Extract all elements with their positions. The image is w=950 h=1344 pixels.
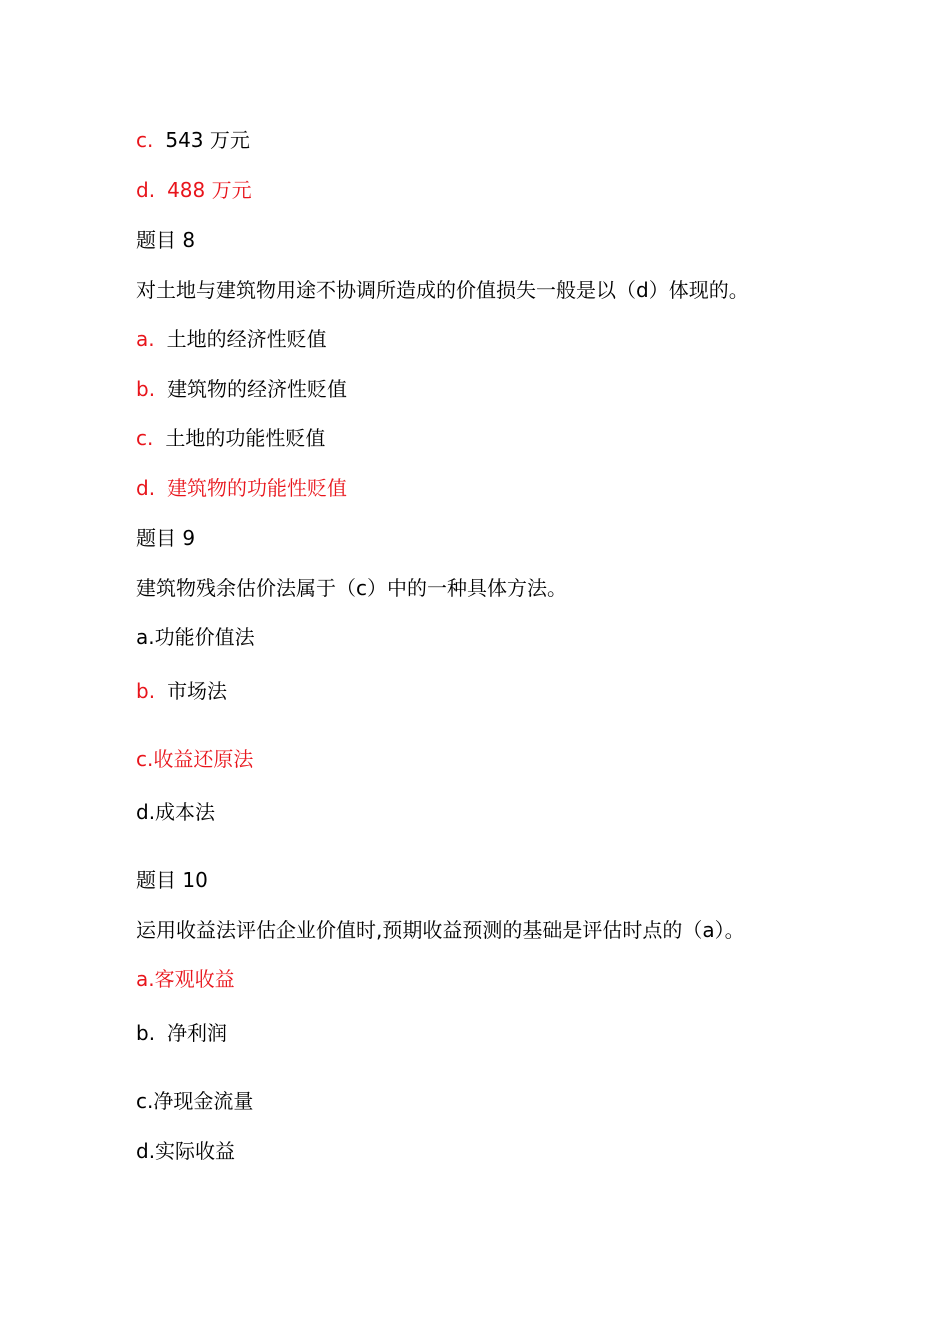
q10-option-a-answer: a.客观收益 xyxy=(136,967,235,991)
q9-heading: 题目 9 xyxy=(136,526,196,550)
option-label: c. xyxy=(136,128,154,152)
q9-option-a: a.功能价值法 xyxy=(136,625,255,649)
q7-option-c xyxy=(136,127,250,153)
q9-option-d: d.成本法 xyxy=(136,800,216,824)
option-label: b. xyxy=(136,679,156,703)
q8-option-c xyxy=(136,425,325,451)
option-text: 净利润 xyxy=(167,1021,228,1045)
option-label: a. xyxy=(136,327,155,351)
q10-stem: 运用收益法评估企业价值时,预期收益预测的基础是评估时点的（a）。 xyxy=(136,918,745,942)
q10-option-c: c.净现金流量 xyxy=(136,1089,254,1113)
q8-option-b xyxy=(136,376,347,402)
option-label: b. xyxy=(136,377,156,401)
q8-option-a xyxy=(136,326,327,352)
q7-option-d-answer xyxy=(136,177,252,203)
option-text: 土地的经济性贬值 xyxy=(166,327,327,351)
option-text: 建筑物的经济性贬值 xyxy=(167,377,348,401)
q9-option-c-answer: c.收益还原法 xyxy=(136,747,254,771)
option-text: 土地的功能性贬值 xyxy=(165,426,326,450)
q10-heading: 题目 10 xyxy=(136,868,208,892)
q8-stem: 对土地与建筑物用途不协调所造成的价值损失一般是以（d）体现的。 xyxy=(136,278,749,302)
q8-heading: 题目 8 xyxy=(136,228,196,252)
option-text: 543 万元 xyxy=(165,128,250,152)
q9-stem: 建筑物残余估价法属于（c）中的一种具体方法。 xyxy=(136,576,567,600)
q8-option-d-answer xyxy=(136,475,347,501)
option-label: b. xyxy=(136,1021,156,1045)
q10-option-b xyxy=(136,1020,227,1046)
option-text: 488 万元 xyxy=(167,178,252,202)
option-label: c. xyxy=(136,426,154,450)
option-text: 市场法 xyxy=(167,679,228,703)
option-text: 建筑物的功能性贬值 xyxy=(167,476,348,500)
option-label: d. xyxy=(136,476,156,500)
q10-option-d: d.实际收益 xyxy=(136,1139,236,1163)
option-label: d. xyxy=(136,178,156,202)
q9-option-b xyxy=(136,678,227,704)
